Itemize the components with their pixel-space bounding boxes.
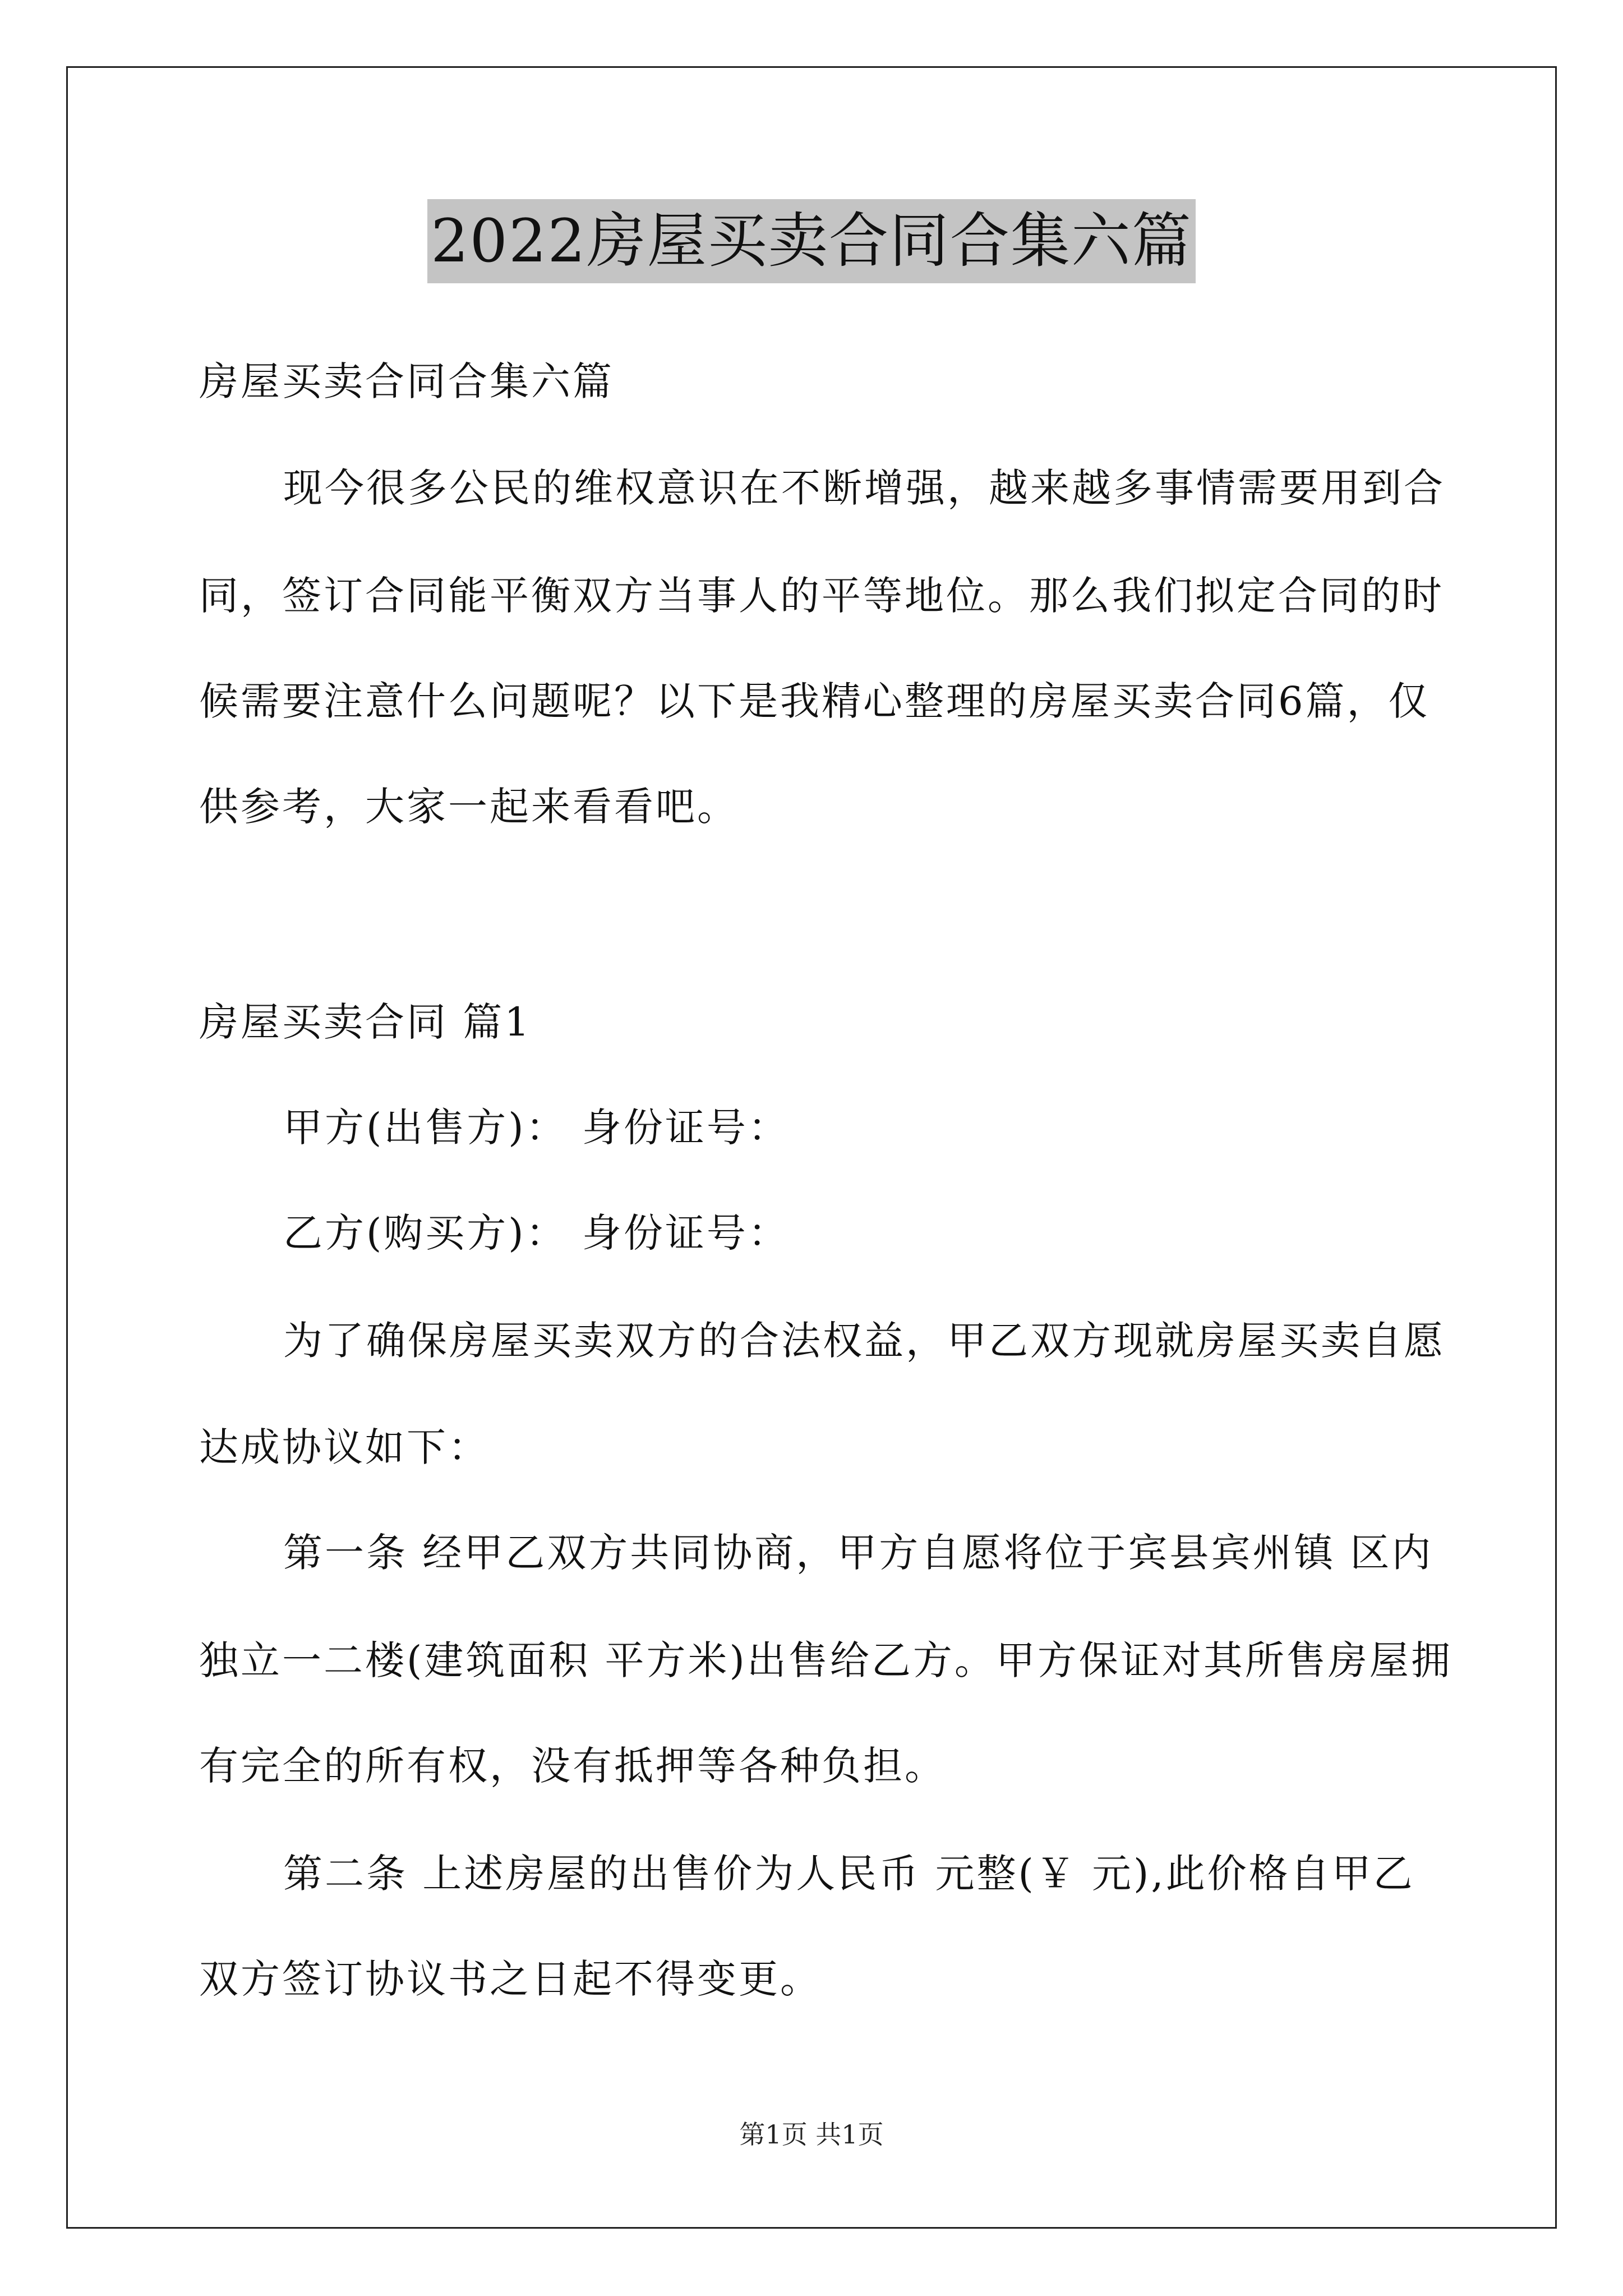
party-b-line: 乙方(购买方)： 身份证号： [283,1210,790,1256]
article-1-line: 第一条 经甲乙双方共同协商，甲方自愿将位于宾县宾州镇 区内 [283,1530,1433,1576]
article-2-line: 双方签订协议书之日起不得变更。 [199,1956,822,2002]
intro-line: 候需要注意什么问题呢？以下是我精心整理的房屋买卖合同6篇，仅 [199,678,1430,724]
title-container [0,199,1623,283]
party-a-line: 甲方(出售方)： 身份证号： [283,1105,790,1151]
document-title: 2022房屋买卖合同合集六篇 [427,199,1196,283]
intro-line: 供参考，大家一起来看看吧。 [199,784,739,830]
intro-line: 同，签订合同能平衡双方当事人的平等地位。那么我们拟定合同的时 [199,573,1444,619]
intro-line: 现今很多公民的维权意识在不断增强，越来越多事情需要用到合 [283,465,1445,511]
article-1-line: 独立一二楼(建筑面积 平方米)出售给乙方。甲方保证对其所售房屋拥 [199,1637,1453,1683]
section-heading: 房屋买卖合同 篇1 [199,999,532,1045]
article-2-line: 第二条 上述房屋的出售价为人民币 元整(￥ 元),此价格自甲乙 [283,1851,1415,1897]
article-1-line: 有完全的所有权，没有抵押等各种负担。 [199,1743,946,1789]
purpose-line: 达成协议如下： [199,1424,490,1470]
purpose-line: 为了确保房屋买卖双方的合法权益，甲乙双方现就房屋买卖自愿 [283,1318,1445,1364]
document-subtitle: 房屋买卖合同合集六篇 [199,358,614,404]
page-number-footer: 第1页 共1页 [739,2119,884,2150]
